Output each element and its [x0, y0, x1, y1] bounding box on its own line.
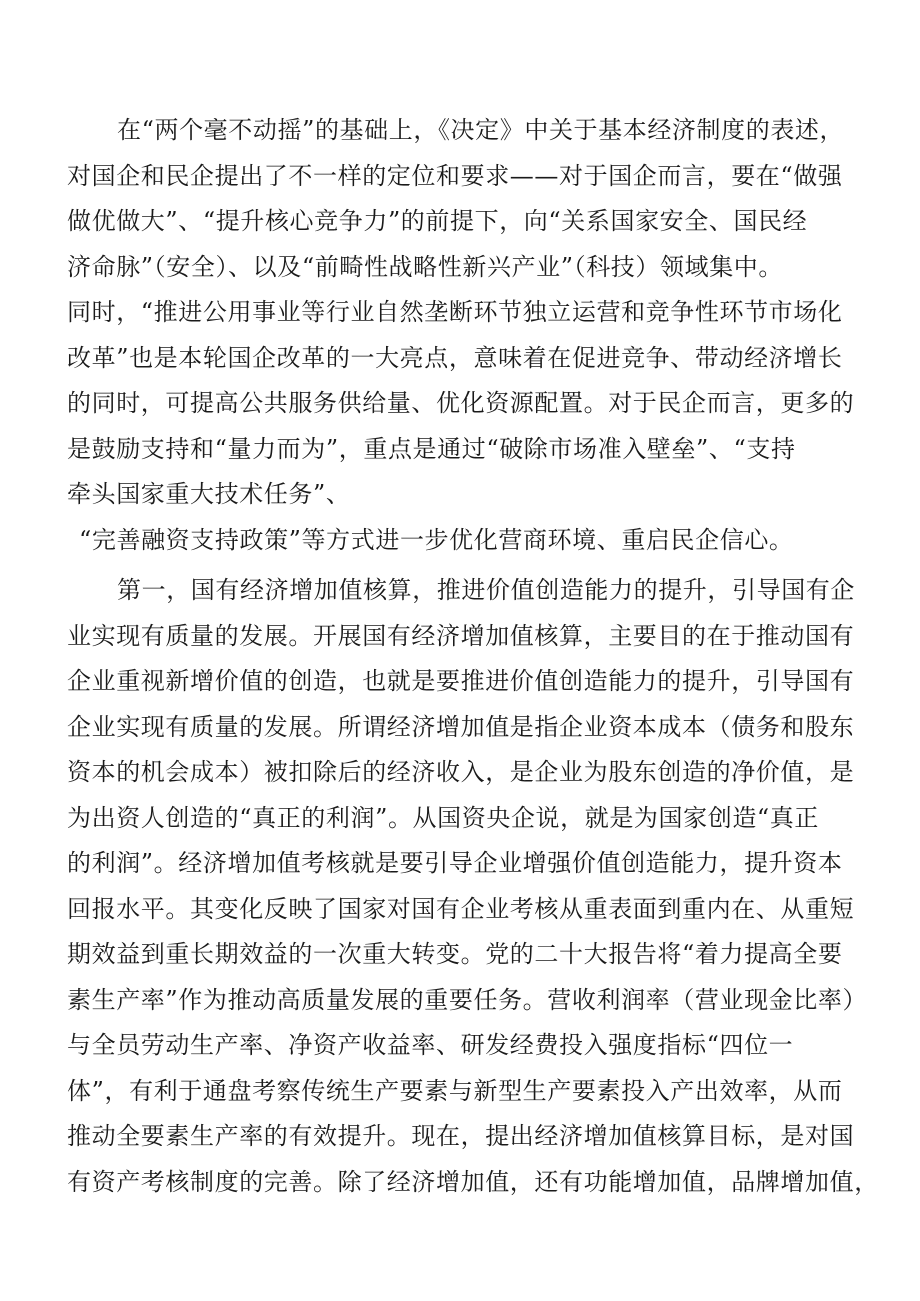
paragraph-economic-value-added: [67, 568, 879, 1205]
paragraph-line: 同时，“推进公用事业等行业自然垄断环节独立运营和竞争性环节市场化: [67, 298, 843, 326]
paragraph-line: 的同时，可提高公共服务供给量、优化资源配置。对于民企而言，更多的: [67, 389, 855, 417]
paragraph-line: 做优做大”、“提升核心竞争力”的前提下，向“关系国家安全、国民经: [67, 207, 808, 235]
paragraph-line: 牵头国家重大技术任务”、: [67, 480, 351, 508]
paragraph-line: “完善融资支持政策”等方式进一步优化营商环境、重启民企信心。: [79, 525, 794, 554]
paragraph-line: 与全员劳动生产率、净资产收益率、研发经费投入强度指标“四位一: [67, 1031, 794, 1059]
paragraph-line: 素生产率”作为推动高质量发展的重要任务。营收利润率（营业现金比率）: [67, 985, 868, 1014]
paragraph-line: 第一，国有经济增加值核算，推进价值创造能力的提升，引导国有企: [117, 576, 855, 604]
paragraph-line: 在“两个毫不动摇”的基础上，《决定》中关于基本经济制度的表述，: [117, 116, 845, 144]
paragraph-line: 是鼓励支持和“量力而为”，重点是通过“破除市场准入壁垒”、“支持: [67, 434, 796, 463]
paragraph-line: 企业重视新增价值的创造，也就是要推进价值创造能力的提升，引导国有: [67, 667, 855, 695]
paragraph-line: 期效益到重长期效益的一次重大转变。党的二十大报告将“着力提高全要: [67, 940, 843, 968]
paragraph-line: 企业实现有质量的发展。所谓经济增加值是指企业资本成本（债务和股东: [67, 712, 855, 741]
paragraph-line: 推动全要素生产率的有效提升。现在，提出经济增加值核算目标，是对国: [67, 1122, 855, 1150]
paragraph-line: 济命脉”（安全）、以及“前畸性战略性新兴产业”（科技）领域集中。: [67, 252, 784, 281]
paragraph-line: 体”，有利于通盘考察传统生产要素与新型生产要素投入产出效率，从而: [67, 1076, 843, 1105]
paragraph-basic-economic-system: [67, 108, 857, 563]
paragraph-line: 有资产考核制度的完善。除了经济增加值，还有功能增加值，品牌增加值，: [67, 1167, 879, 1196]
paragraph-line: 的利润”。经济增加值考核就是要引导企业增强价值创造能力，提升资本: [67, 849, 843, 877]
paragraph-line: 业实现有质量的发展。开展国有经济增加值核算，主要目的在于推动国有: [67, 621, 855, 650]
paragraph-line: 改革”也是本轮国企改革的一大亮点，意味着在促进竞争、带动经济增长: [67, 343, 843, 372]
paragraph-line: 为出资人创造的“真正的利润”。从国资央企说，就是为国家创造“真正: [67, 803, 820, 832]
paragraph-line: 回报水平。其变化反映了国家对国有企业考核从重表面到重内在、从重短: [67, 894, 855, 923]
paragraph-line: 资本的机会成本）被扣除后的经济收入，是企业为股东创造的净价值，是: [67, 758, 855, 786]
paragraph-line: 对国企和民企提出了不一样的定位和要求——对于国企而言，要在“做强: [67, 161, 843, 190]
